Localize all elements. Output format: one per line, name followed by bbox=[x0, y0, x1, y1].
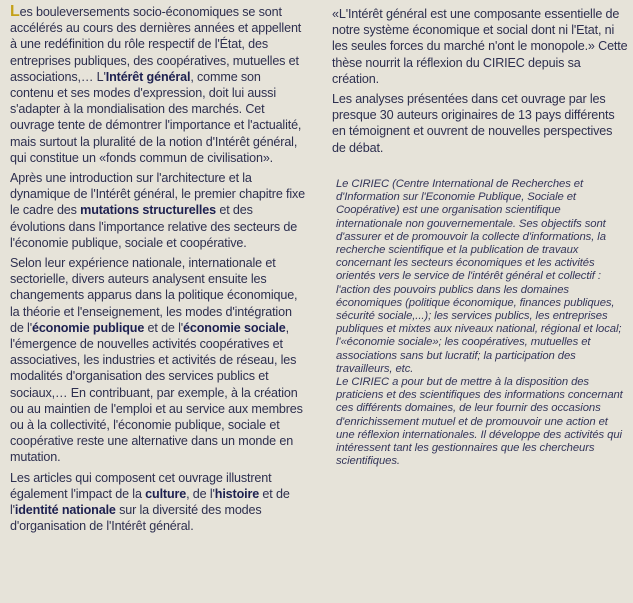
right-column bbox=[332, 6, 628, 160]
text-run: , comme son contenu et ses modes d'expression, doit lui aussi s'adapter à la mondialisation des marchés. Cet ouvrage tente de démontrer l'importance et l'actualité, mais surtout la pluralité de la notion d'Intérêt général, qui constitue un «fonds commun de civilisation». bbox=[10, 69, 302, 165]
bold-term: mutations structurelles bbox=[80, 203, 216, 218]
bold-term: économie publique bbox=[31, 320, 145, 335]
bold-term: Intérêt général bbox=[105, 69, 191, 84]
text-run: et de l' bbox=[144, 320, 184, 335]
drop-cap: L bbox=[10, 3, 20, 20]
ciriec-description bbox=[336, 178, 628, 468]
left-paragraph-1 bbox=[10, 4, 306, 166]
text-run: Les articles qui composent cet ouvrage illustrent également l'impact de la bbox=[10, 470, 272, 501]
right-paragraph-1: «L'Intérêt général est une composante essentielle de notre système économique et social dont ni l'Etat, ni les seules forces du marché n'ont le monopole.» Cette thèse nourrit la réflexion du CIRIEC depuis sa création. bbox=[332, 7, 628, 86]
text-run: et de l' bbox=[10, 486, 290, 518]
left-paragraph-2 bbox=[10, 170, 306, 251]
right-paragraph-2: Les analyses présentées dans cet ouvrage par les presque 30 auteurs originaires de 13 pays différents en témoignent et ouvrent de nouvelles perspectives de débat. bbox=[332, 92, 615, 155]
text-run: sur la diversité des modes d'organisation de l'Intérêt général. bbox=[10, 503, 262, 534]
bold-term: culture bbox=[145, 486, 187, 501]
left-paragraph-3 bbox=[10, 255, 306, 466]
left-column bbox=[10, 4, 306, 539]
bold-term: histoire bbox=[214, 486, 260, 501]
bold-term: économie sociale bbox=[183, 320, 286, 335]
ciriec-paragraph-2: Le CIRIEC a pour but de mettre à la disposition des praticiens et des scientifiques des informations concernant ces différents domaines, de leur fournir des occasions d'enrichissement mutuel et de promouvoir une action et une réflexion internationales. Il développe des activités qui intéressent tant les gestionnaires que les chercheurs scientifiques. bbox=[336, 376, 623, 468]
text-run: , de l' bbox=[186, 486, 215, 501]
text-run: es bouleversements socio-économiques se sont accélérés au cours des dernières années et appellent à une redéfinition du rôle respectif de l'État, des entreprises publiques, des coopératives, mutuelles et associations,… L' bbox=[10, 5, 302, 84]
left-paragraph-4 bbox=[10, 470, 306, 535]
bold-term: identité nationale bbox=[14, 503, 116, 518]
text-run: et des évolutions dans l'importance relative des secteurs de l'économie publique, sociale et coopérative. bbox=[10, 203, 298, 250]
text-run: , l'émergence de nouvelles activités coopératives et associatives, les industries et activités de réseau, les modalités d'organisation des services publics et sociaux,… En contribuant, par exemple, à la création ou au maintien de l'emploi et au service aux membres ou à la collectivité, l'économie publique, sociale et coopérative reste une alternative dans un monde en mutation. bbox=[10, 320, 303, 465]
text-run: Après une introduction sur l'architecture et la dynamique de l'Intérêt général, le premier chapitre fixe le cadre des bbox=[10, 171, 306, 218]
text-run: Selon leur expérience nationale, internationale et sectorielle, divers auteurs analysent ensuite les changements apparus dans la politique économique, la théorie et l'enseignement, les modes d'intégration de l' bbox=[10, 256, 298, 335]
ciriec-paragraph-1: Le CIRIEC (Centre International de Recherches et d'Information sur l'Economie Publique, Sociale et Coopérative) est une organisation scientifique internationale non gouvernementale. Ses objectifs sont d'assurer et de promouvoir la collecte d'informations, la recherche scientifique et la publication de travaux concernant les secteurs économiques et les activités orientés vers le service de l'intérêt général et collectif : l'action des pouvoirs publics dans les domaines économiques (politique économique, finances publiques, sécurité sociale,...); les services publics, les entreprises publiques et mixtes aux niveaux national, régional et local; l'«économie sociale»; les coopératives, mutuelles et associations sans but lucratif; la participation des travailleurs, etc. bbox=[336, 178, 622, 375]
